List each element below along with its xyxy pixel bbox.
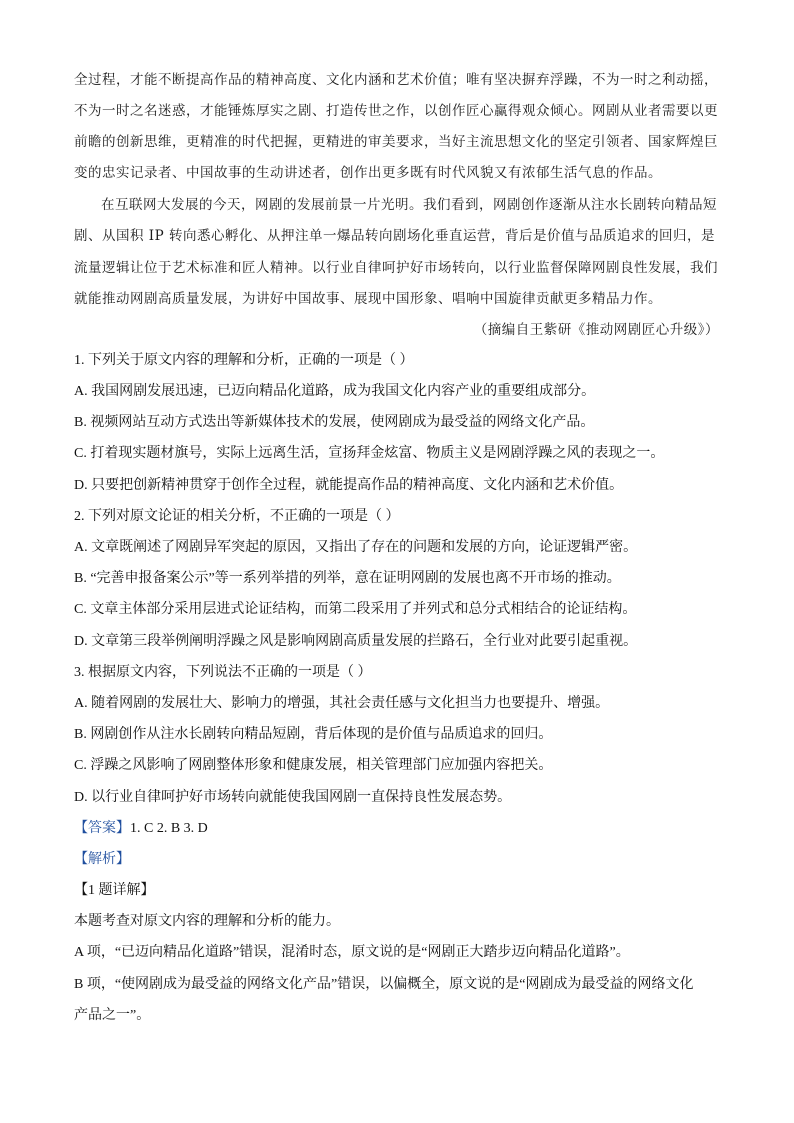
passage-line-5: 在互联网大发展的今天，网剧的发展前景一片光明。我们看到，网剧创作逐渐从注水长剧转向精品短 xyxy=(101,197,717,213)
answer-row xyxy=(74,817,208,837)
passage-line-8: 就能推动网剧高质量发展，为讲好中国故事、展现中国形象、唱响中国旋律贡献更多精品力作。 xyxy=(74,291,662,307)
question-3-option-a: A. 随着网剧的发展壮大、影响力的增强，其社会责任感与文化担当力也要提升、增强。 xyxy=(74,696,610,711)
passage-line-1: 全过程，才能不断提高作品的精神高度、文化内涵和艺术价值；唯有坚决摒弃浮躁，不为一时之利动摇， xyxy=(74,72,718,88)
question-1-option-d: D. 只要把创新精神贯穿于创作全过程，就能提高作品的精神高度、文化内涵和艺术价值。 xyxy=(74,478,624,493)
analysis-line-1: 本题考查对原文内容的理解和分析的能力。 xyxy=(74,914,340,929)
question-2-option-a: A. 文章既阐述了网剧异军突起的原因，又指出了存在的问题和发展的方向，论证逻辑严密。 xyxy=(74,540,638,555)
answer-label: 【答案】 xyxy=(74,821,130,836)
question-2-stem: 2. 下列对原文论证的相关分析，不正确的一项是（ ） xyxy=(74,509,400,524)
question-1-option-a: A. 我国网剧发展迅速，已迈向精品化道路，成为我国文化内容产业的重要组成部分。 xyxy=(74,384,596,399)
passage-line-7: 流量逻辑让位于艺术标准和匠人精神。以行业自律呵护好市场转向，以行业监督保障网剧良性发展，我们 xyxy=(74,260,718,276)
passage-line-2: 不为一时之名迷惑，才能锤炼厚实之剧、打造传世之作，以创作匠心赢得观众倾心。网剧从业者需要以更 xyxy=(74,103,718,119)
analysis-line-3: B 项，“使网剧成为最受益的网络文化产品”错误，以偏概全，原文说的是“网剧成为最受益的网络文化 xyxy=(74,977,694,992)
question-2-option-b: B. “完善申报备案公示”等一系列举措的列举，意在证明网剧的发展也离不开市场的推动。 xyxy=(74,571,621,586)
passage-line-3: 前瞻的创新思维，更精准的时代把握，更精进的审美要求，当好主流思想文化的坚定引领者、国家辉煌巨 xyxy=(74,134,718,150)
passage-line-4: 变的忠实记录者、中国故事的生动讲述者，创作出更多既有时代风貌又有浓郁生活气息的作品。 xyxy=(74,165,662,181)
question-2-option-d: D. 文章第三段举例阐明浮躁之风是影响网剧高质量发展的拦路石，全行业对此要引起重视。 xyxy=(74,634,638,649)
question-2-option-c: C. 文章主体部分采用层进式论证结构，而第二段采用了并列式和总分式相结合的论证结构。 xyxy=(74,602,637,617)
question-3-option-c: C. 浮躁之风影响了网剧整体形象和健康发展，相关管理部门应加强内容把关。 xyxy=(74,758,553,773)
analysis-line-2: A 项，“已迈向精品化道路”错误，混淆时态，原文说的是“网剧正大踏步迈向精品化道路”。 xyxy=(74,945,630,960)
passage-source: （摘编自王紫研《推动网剧匠心升级》） xyxy=(473,322,719,338)
question-3-option-d: D. 以行业自律呵护好市场转向就能使我国网剧一直保持良性发展态势。 xyxy=(74,790,512,805)
question-1-option-c: C. 打着现实题材旗号，实际上远离生活，宣扬拜金炫富、物质主义是网剧浮躁之风的表现之一。 xyxy=(74,446,665,461)
question-3-stem: 3. 根据原文内容，下列说法不正确的一项是（ ） xyxy=(74,665,372,680)
analysis-line-4: 产品之一”。 xyxy=(74,1008,151,1023)
analysis-q1-heading: 【1 题详解】 xyxy=(74,883,155,898)
question-1-option-b: B. 视频网站互动方式迭出等新媒体技术的发展，使网剧成为最受益的网络文化产品。 xyxy=(74,415,595,430)
answer-text: 1. C 2. B 3. D xyxy=(130,821,208,836)
passage-line-6: 剧、从国积 IP 转向悉心孵化、从押注单一爆品转向剧场化垂直运营，背后是价值与品质追求的回归，是 xyxy=(74,228,715,244)
analysis-label: 【解析】 xyxy=(74,852,130,867)
question-1-stem: 1. 下列关于原文内容的理解和分析，正确的一项是（ ） xyxy=(74,353,414,368)
question-3-option-b: B. 网剧创作从注水长剧转向精品短剧，背后体现的是价值与品质追求的回归。 xyxy=(74,727,553,742)
